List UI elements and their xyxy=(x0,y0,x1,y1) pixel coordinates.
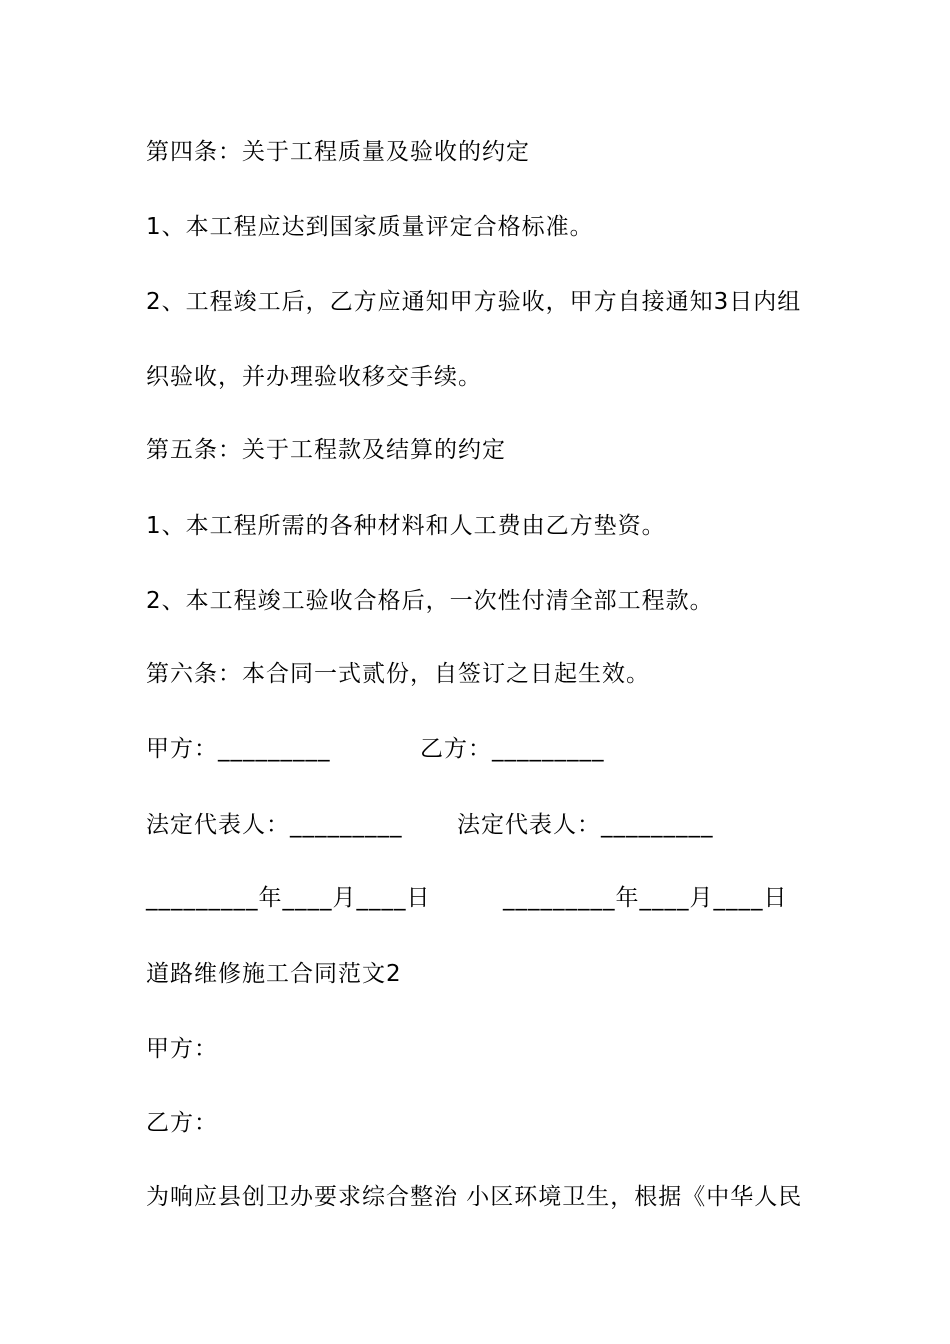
party-a-signature: 甲方：_________ xyxy=(146,736,331,762)
article-5-clause-2: 2、本工程竣工验收合格后，一次性付清全部工程款。 xyxy=(146,588,714,614)
contract-2-preamble: 为响应县创卫办要求综合整治 小区环境卫生，根据《中华人民 xyxy=(146,1184,803,1210)
rep-a-signature: 法定代表人：_________ xyxy=(146,812,403,838)
article-4-heading: 第四条：关于工程质量及验收的约定 xyxy=(146,139,530,165)
signature-rep-row xyxy=(146,809,714,841)
contract-2-party-a: 甲方： xyxy=(146,1036,218,1062)
signature-date-row xyxy=(146,882,788,914)
party-b-signature: 乙方：_________ xyxy=(420,736,605,762)
article-5-clause-1: 1、本工程所需的各种材料和人工费由乙方垫资。 xyxy=(146,513,666,539)
article-4-clause-2: 2、工程竣工后，乙方应通知甲方验收，甲方自接通知3日内组 xyxy=(146,289,802,315)
article-4-clause-1: 1、本工程应达到国家质量评定合格标准。 xyxy=(146,214,594,240)
contract-2-title: 道路维修施工合同范文2 xyxy=(146,961,402,987)
rep-b-signature: 法定代表人：_________ xyxy=(457,812,714,838)
article-6: 第六条：本合同一式贰份，自签订之日起生效。 xyxy=(146,661,650,687)
article-4-clause-2-cont: 织验收，并办理验收移交手续。 xyxy=(146,364,482,390)
signature-party-row xyxy=(146,733,605,765)
contract-2-party-b: 乙方： xyxy=(146,1110,218,1136)
date-a: _________年____月____日 xyxy=(146,885,431,911)
date-b: _________年____月____日 xyxy=(503,885,788,911)
article-5-heading: 第五条：关于工程款及结算的约定 xyxy=(146,437,506,463)
